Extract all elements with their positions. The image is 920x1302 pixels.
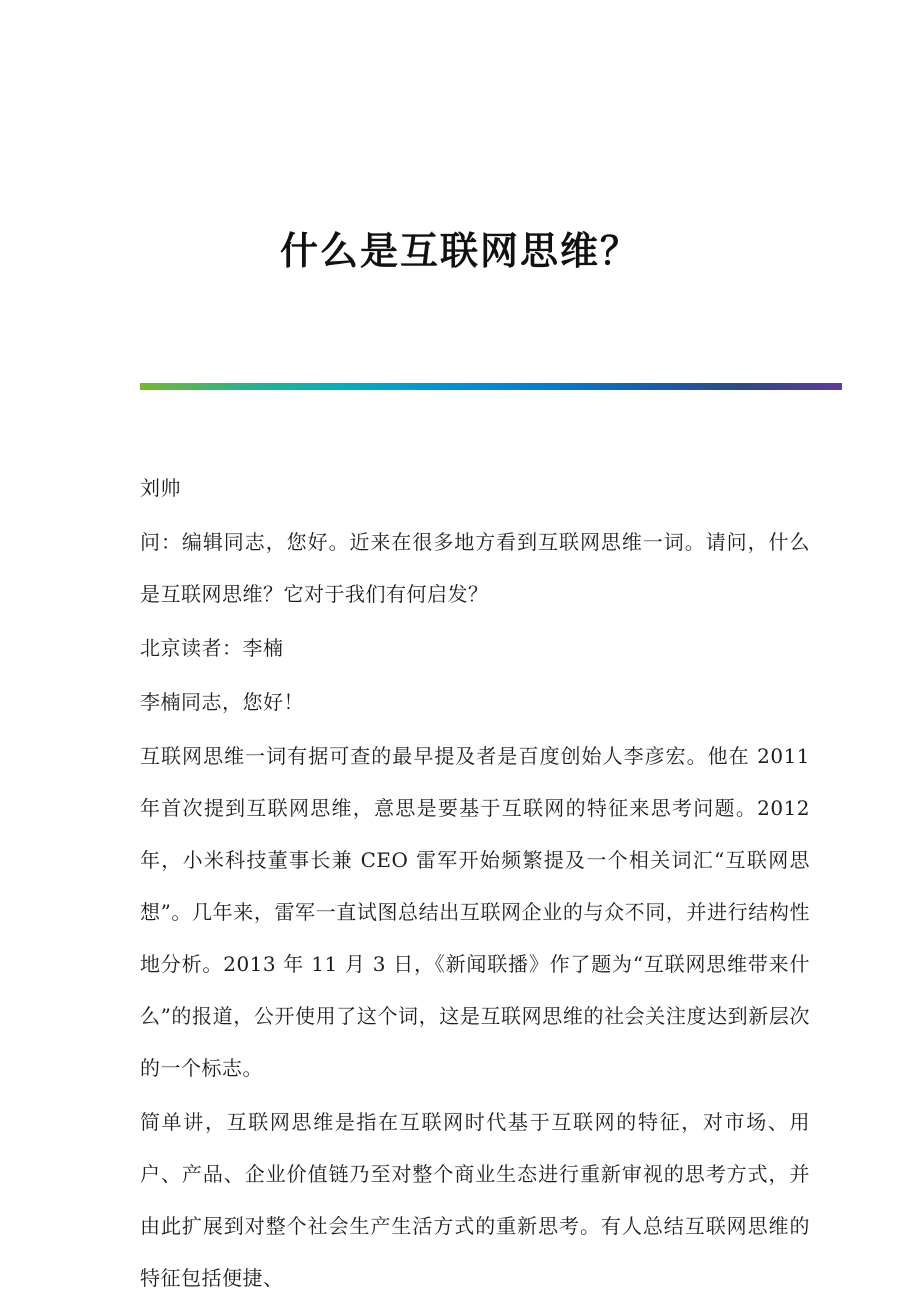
divider-bar bbox=[140, 383, 842, 390]
document-title: 什么是互联网思维？ bbox=[279, 228, 640, 274]
document-body bbox=[140, 462, 810, 1302]
paragraph-reader: 北京读者：李楠 bbox=[140, 636, 284, 660]
paragraph-greeting: 李楠同志，您好！ bbox=[140, 690, 304, 714]
paragraph-question: 问：编辑同志，您好。近来在很多地方看到互联网思维一词。请问，什么是互联网思维？它对于我们有何启发？ bbox=[140, 530, 810, 606]
paragraph-definition: 简单讲，互联网思维是指在互联网时代基于互联网的特征，对市场、用户、产品、企业价值链乃至对整个商业生态进行重新审视的思考方式，并由此扩展到对整个社会生产生活方式的重新思考。有人总结互联网思维的特征包括便捷、 bbox=[140, 1110, 810, 1290]
paragraph-history: 互联网思维一词有据可查的最早提及者是百度创始人李彦宏。他在 2011 年首次提到互联网思维，意思是要基于互联网的特征来思考问题。2012 年，小米科技董事长兼 CEO 雷军开始频繁提及一个相关词汇“互联网思想”。几年来，雷军一直试图总结出互联网企业的与众不同，并进行结构性地分析。2013 年 11 月 3 日，《新闻联播》作了题为“互联网思维带来什么”的报道，公开使用了这个词，这是互联网思维的社会关注度达到新层次的一个标志。 bbox=[140, 744, 810, 1080]
paragraph-author: 刘帅 bbox=[140, 476, 181, 500]
